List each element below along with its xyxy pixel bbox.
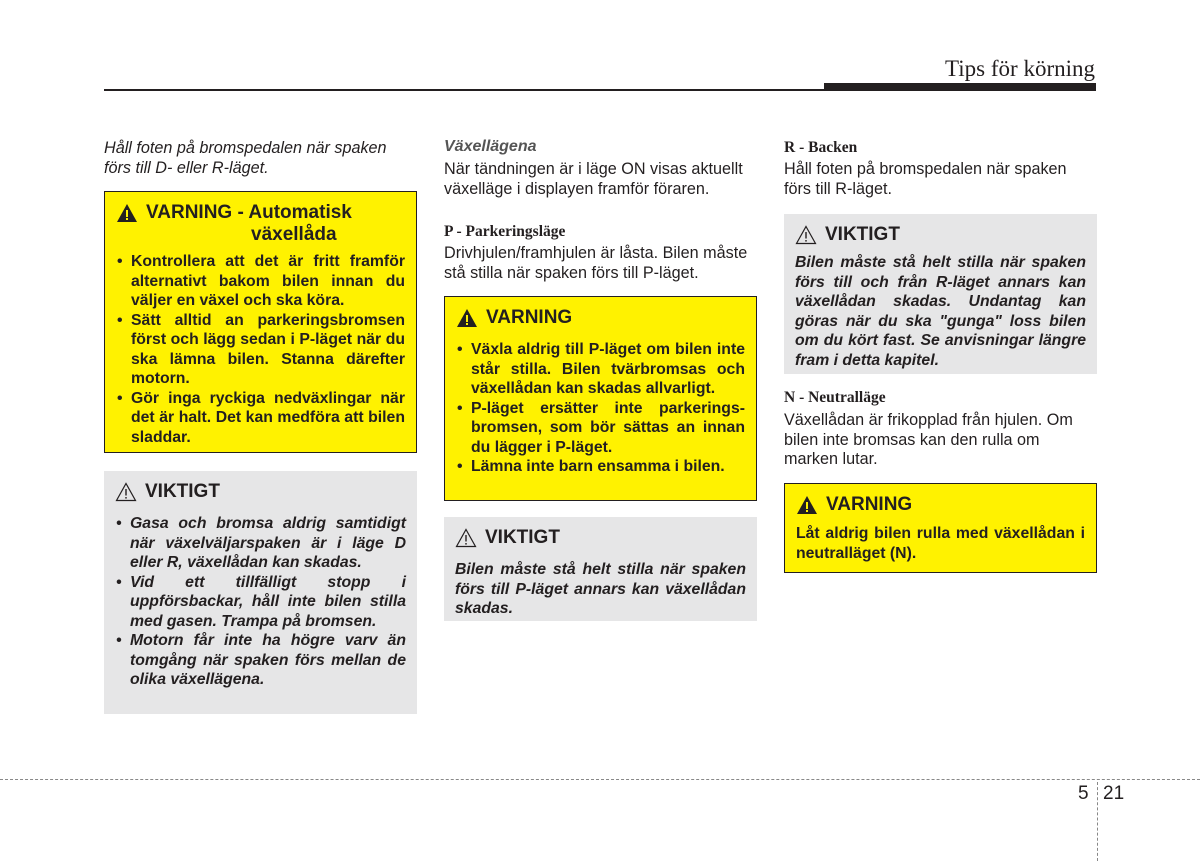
list-item: • Vid ett tillfälligt stopp i uppförsbackar, håll inte bilen stilla med gasen. Trampa på bromsen. [115,573,406,632]
important-title [455,527,746,554]
warning-triangle-icon [796,495,818,521]
section-number: 5 [1078,783,1089,804]
warning-title [456,307,745,334]
list-item: • Lämna inte barn ensamma i bilen. [456,457,745,477]
important-box-gear [104,471,417,714]
p-heading: P - Parkeringsläge [444,223,566,240]
section-intro: När tändningen är i läge ON visas aktuellt växelläge i displayen framför föraren. [444,160,743,198]
warning-title-sub2: växellåda [251,224,337,245]
page-number: 21 [1103,783,1125,804]
list-item: • Sätt alltid an parkeringsbromsen först och lägg sedan i P-läget när du ska lämna bilen. Stanna därefter motorn. [116,311,405,389]
warning-box-neutral [784,483,1097,573]
caution-outline-icon [115,482,137,508]
warning-title-text: VARNING [826,494,913,515]
warning-title-sub1: - Automatisk [237,202,352,223]
warning-title [116,202,405,246]
intro-text: Håll foten på bromspedalen när spaken förs till D- eller R-läget. [104,139,387,177]
list-item: • Gasa och bromsa aldrig samtidigt när växelväljarspaken är i läge D eller R, växellådan kan skadas. [115,514,406,573]
important-box-park [444,517,757,621]
warning-text: Låt aldrig bilen rulla med växellådan i neutralläget (N). [796,525,1085,562]
warning-title-text: VARNING [486,307,573,328]
footer-vertical-divider [1097,782,1098,861]
important-title-text: VIKTIGT [145,481,220,502]
r-text: Håll foten på bromspedalen när spaken förs till R-läget. [784,160,1067,198]
list-item: • P-läget ersätter inte parkerings-bromsen, som bör sättas an innan du lägger i P-läget. [456,399,745,458]
n-heading: N - Neutralläge [784,389,886,406]
important-list [115,514,406,690]
list-item: • Växla aldrig till P-läget om bilen inte står stilla. Bilen tvärbromsas och växellådan kan skadas allvarligt. [456,340,745,399]
n-text: Växellådan är frikopplad från hjulen. Om bilen inte bromsas kan den rulla om marken lutar. [784,411,1073,468]
warning-triangle-icon [116,203,138,229]
important-title-text: VIKTIGT [485,527,560,548]
r-heading: R - Backen [784,139,858,156]
warning-triangle-icon [456,308,478,334]
warning-title-main: VARNING [146,202,233,223]
important-title [795,224,1086,251]
footer-divider [0,779,1200,780]
p-text: Drivhjulen/framhjulen är låsta. Bilen måste stå stilla när spaken förs till P-läget. [444,244,748,282]
important-title [115,481,406,508]
important-title-text: VIKTIGT [825,224,900,245]
warning-box-park [444,296,757,501]
warning-list [116,252,405,447]
important-box-reverse [784,214,1097,374]
section-heading: Växellägena [444,138,537,155]
list-item: • Kontrollera att det är fritt framför alternativt bakom bilen innan du väljer en växel och ska köra. [116,252,405,311]
page-header-title: Tips för körning [945,56,1095,81]
important-text: Bilen måste stå helt stilla när spaken förs till P-läget annars kan växellådan skadas. [455,561,746,617]
header-rule-accent [824,83,1096,90]
list-item: • Gör inga ryckiga nedväxlingar när det är halt. Det kan medföra att bilen sladdar. [116,389,405,448]
caution-outline-icon [455,528,477,554]
warning-box-automatic [104,191,417,453]
caution-outline-icon [795,225,817,251]
warning-list [456,340,745,477]
warning-title [796,494,1085,521]
list-item: • Motorn får inte ha högre varv än tomgång när spaken förs mellan de olika växellägena. [115,631,406,690]
important-text: Bilen måste stå helt stilla när spaken förs till och från R-läget annars kan växellådan skadas. Undantag kan göras när du ska "gunga" loss bilen om du kört fast. Se anvisningar längre fram i detta kapitel. [795,254,1086,369]
